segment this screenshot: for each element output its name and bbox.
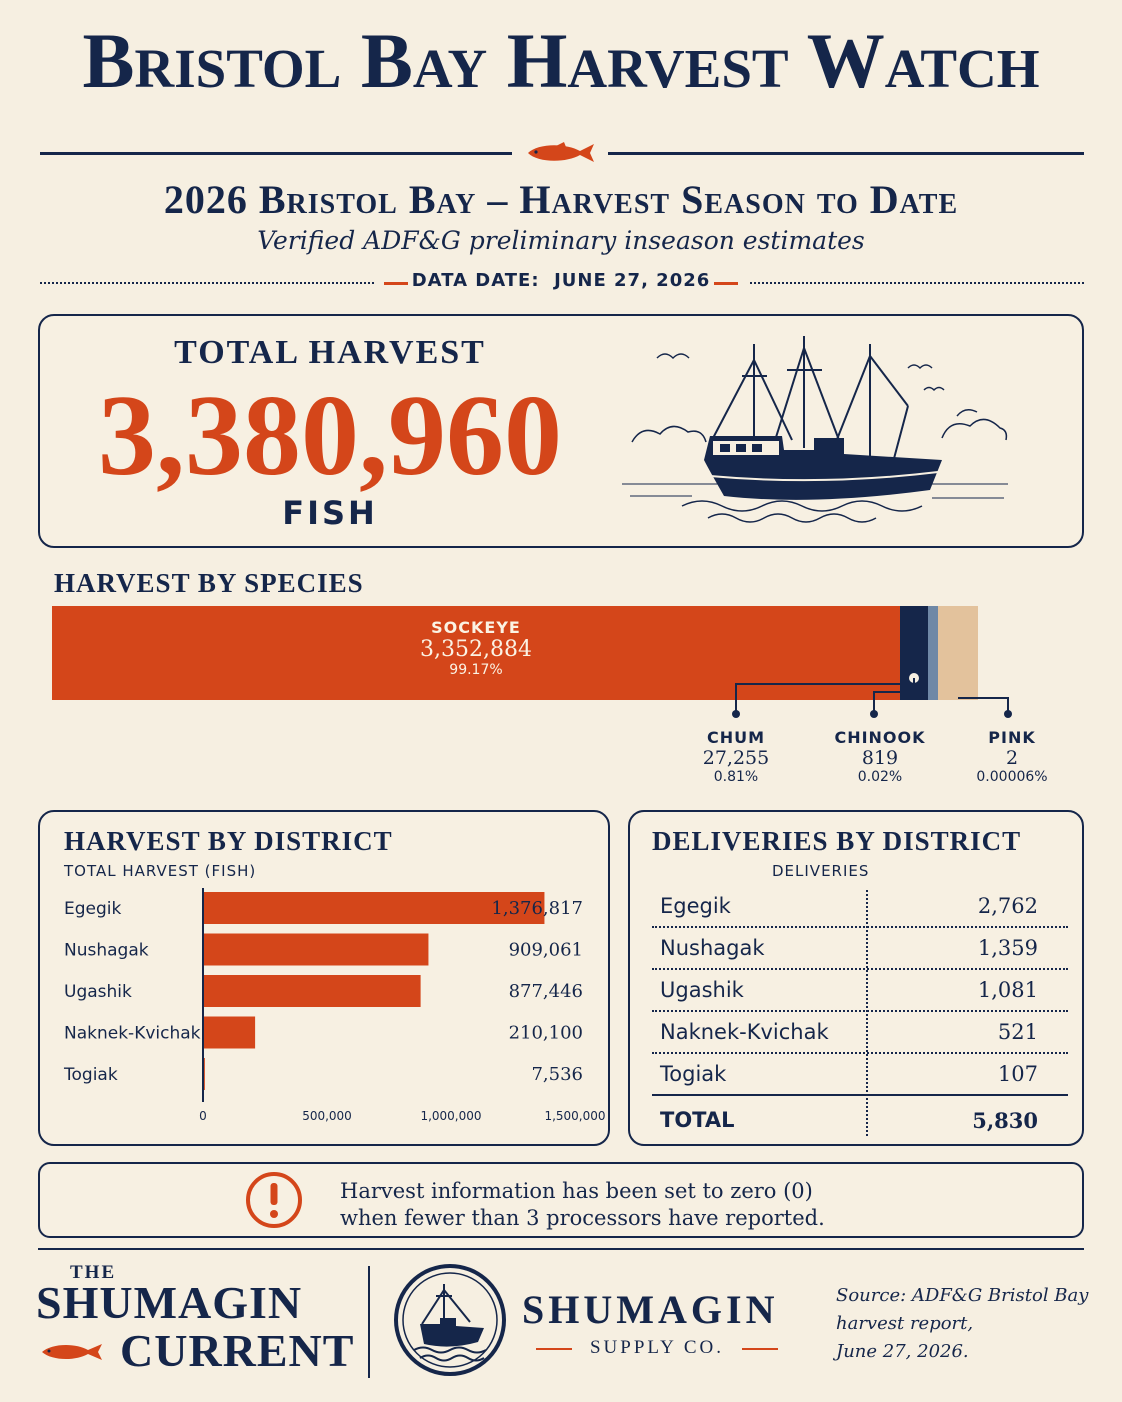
species-name-chinook: CHINOOK: [834, 728, 926, 747]
masthead-title: Bristol Bay Harvest Watch: [82, 17, 1040, 104]
total-harvest-label: TOTAL HARVEST: [174, 334, 486, 371]
seagull-icon-2: [908, 365, 932, 368]
brand-supply-dash-left: [536, 1348, 572, 1350]
district-bar: [203, 934, 428, 966]
species-callout-chum: [676, 728, 796, 785]
district-x-tick-label: 1,000,000: [420, 1109, 482, 1123]
data-date: [380, 270, 742, 291]
deliveries-district-name: Egegik: [660, 894, 731, 918]
notice-text: [340, 1178, 900, 1232]
species-pct-sockeye: 99.17%: [449, 662, 503, 678]
district-bar-chart: [40, 884, 608, 1134]
brand-shumagin: SHUMAGIN: [36, 1277, 303, 1328]
district-label: Naknek-Kvichak: [64, 1023, 201, 1044]
data-date-value: JUNE 27, 2026: [554, 270, 711, 291]
deliveries-total-value: 5,830: [972, 1108, 1038, 1133]
deliveries-count: 2,762: [977, 894, 1038, 918]
total-harvest-unit: FISH: [282, 494, 378, 532]
district-value-label: 909,061: [508, 939, 583, 961]
table-row: [652, 886, 1068, 928]
district-label: Togiak: [64, 1065, 118, 1085]
deliveries-district-name: Naknek-Kvichak: [660, 1020, 829, 1044]
salmon-icon: [522, 140, 600, 166]
species-section-title: HARVEST BY SPECIES: [54, 568, 364, 598]
bar-segment-chinook: [928, 606, 938, 700]
deliveries-district-name: Togiak: [660, 1062, 727, 1086]
pink-callout-line: [958, 698, 1008, 712]
species-value-pink: 2: [1005, 747, 1019, 769]
district-x-tick-label: 1,500,000: [544, 1109, 606, 1123]
pink-callout-end: [1004, 710, 1012, 718]
species-name-pink: PINK: [988, 728, 1036, 747]
notice-line-1: Harvest information has been set to zero (0): [340, 1179, 813, 1203]
district-x-tick-label: 0: [199, 1109, 207, 1123]
district-value-label: 7,536: [531, 1064, 583, 1085]
source-note: [836, 1282, 1096, 1366]
district-bar: [203, 975, 421, 1007]
deliveries-district-name: Ugashik: [660, 978, 744, 1002]
district-section-title: HARVEST BY DISTRICT: [64, 826, 393, 856]
district-bar: [203, 1017, 255, 1049]
table-total-row: [652, 1100, 1068, 1142]
table-row: [652, 1012, 1068, 1054]
divider-left: [40, 282, 374, 284]
table-row: [652, 1054, 1068, 1096]
deliveries-count: 521: [997, 1020, 1038, 1044]
species-value-chinook: 819: [861, 747, 899, 769]
seagull-icon-3: [924, 388, 944, 391]
masthead-rule-left: [40, 152, 512, 155]
source-line-2: harvest report,: [836, 1313, 974, 1334]
species-name-sockeye: SOCKEYE: [431, 618, 521, 637]
species-pct-pink: 0.00006%: [976, 769, 1048, 785]
total-harvest-value: 3,380,960: [98, 372, 562, 500]
bar-segment-chum: [900, 606, 928, 700]
deliveries-district-name: Nushagak: [660, 936, 765, 960]
district-section-subtitle: TOTAL HARVEST (FISH): [64, 862, 257, 880]
sockeye-label-group: [52, 618, 900, 678]
district-value-label: 1,376,817: [491, 898, 583, 919]
salmon-logo-icon: [38, 1340, 106, 1364]
bar-segment-pink: [938, 606, 978, 700]
page-subtitle: 2026 Bristol Bay – Harvest Season to Date: [163, 177, 959, 222]
source-line-1: Source: ADF&G Bristol Bay: [836, 1285, 1089, 1306]
footer-divider: [368, 1266, 370, 1378]
species-pct-chum: 0.81%: [713, 769, 759, 785]
footer-rule: [38, 1248, 1084, 1250]
deliveries-count: 107: [997, 1062, 1038, 1086]
chum-callout-end: [732, 710, 740, 718]
deliveries-count: 1,359: [977, 936, 1038, 960]
fishing-boat-illustration: [612, 320, 1012, 542]
brand-current: CURRENT: [120, 1325, 355, 1376]
table-row: [652, 970, 1068, 1012]
seagull-icon: [657, 354, 689, 358]
species-value-chum: 27,255: [702, 747, 770, 769]
alert-icon: [244, 1170, 304, 1230]
district-value-label: 877,446: [508, 981, 583, 1002]
brand-the: THE: [70, 1262, 117, 1283]
page-tagline: Verified ADF&G preliminary inseason estimates: [257, 226, 865, 255]
divider-right: [750, 282, 1084, 284]
district-label: Nushagak: [64, 940, 149, 961]
ship-badge-icon: [392, 1262, 508, 1378]
source-line-3: June 27, 2026.: [836, 1341, 969, 1362]
table-row: [652, 928, 1068, 970]
deliveries-section-title: DELIVERIES BY DISTRICT: [652, 826, 1022, 856]
deliveries-column-label: DELIVERIES: [772, 862, 870, 880]
brand-supply-dash-right: [742, 1348, 778, 1350]
species-value-sockeye: 3,352,884: [420, 637, 532, 662]
species-pct-chinook: 0.02%: [857, 769, 903, 785]
masthead-rule-right: [608, 152, 1084, 155]
district-x-tick-label: 500,000: [302, 1109, 352, 1123]
chinook-callout-end: [870, 710, 878, 718]
district-label: Ugashik: [64, 982, 132, 1002]
district-label: Egegik: [64, 899, 122, 919]
notice-line-2: when fewer than 3 processors have reported.: [340, 1206, 825, 1230]
data-date-label: DATA DATE:: [411, 270, 540, 291]
district-value-label: 210,100: [508, 1022, 583, 1044]
brand-supply-sub: SUPPLY CO.: [589, 1337, 725, 1358]
species-callout-chinook: [818, 728, 942, 785]
brand-supply-name: SHUMAGIN: [522, 1287, 779, 1332]
species-callout-pink: [952, 728, 1072, 785]
deliveries-count: 1,081: [977, 978, 1038, 1002]
species-name-chum: CHUM: [706, 728, 766, 747]
deliveries-total-label: TOTAL: [660, 1108, 735, 1132]
